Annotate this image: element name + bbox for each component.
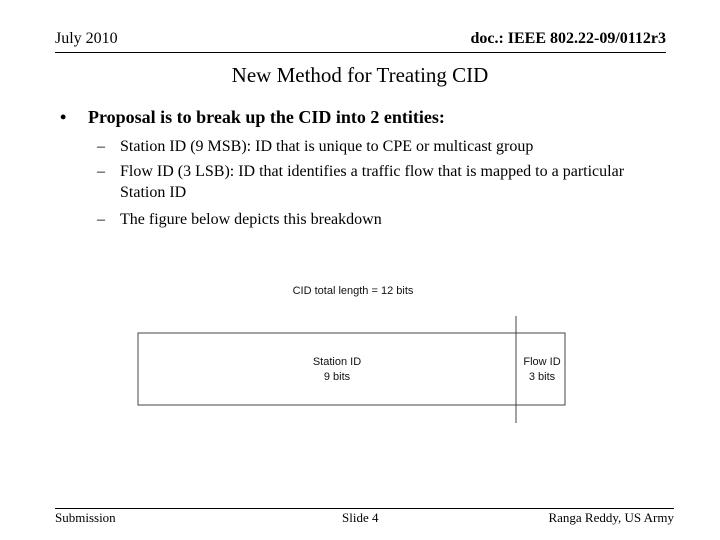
station-id-size: 9 bits: [323, 371, 351, 383]
main-bullet-text: Proposal is to break up the CID into 2 entities:: [88, 107, 445, 127]
sub-bullet-marker: –: [97, 138, 105, 155]
footer-author: Ranga Reddy, US Army: [548, 510, 674, 525]
flow-id-size: 3 bits: [528, 371, 556, 383]
station-id-label: Station ID: [312, 356, 362, 368]
footer-divider: [55, 508, 674, 509]
footer-slide-number: Slide 4: [342, 510, 379, 525]
slide-title: New Method for Treating CID: [231, 63, 489, 87]
figure-caption: CID total length = 12 bits: [292, 285, 414, 297]
bullet-marker: •: [60, 107, 67, 127]
sub-bullet-text: Station ID (9 MSB): ID that is unique to CPE or multicast group: [120, 138, 534, 155]
flow-id-label: Flow ID: [523, 356, 561, 368]
cid-field-box: [138, 333, 565, 405]
sub-bullet-text: Flow ID (3 LSB): ID that identifies a traffic flow that is mapped to a particular Station ID: [120, 163, 625, 201]
header-document-id: doc.: IEEE 802.22-09/0112r3: [470, 30, 666, 47]
footer-submission: Submission: [55, 510, 116, 525]
header-date: July 2010: [55, 30, 118, 47]
sub-bullet-marker: –: [97, 163, 105, 180]
sub-bullet-marker: –: [97, 211, 105, 228]
sub-bullet-text: The figure below depicts this breakdown: [120, 211, 382, 228]
